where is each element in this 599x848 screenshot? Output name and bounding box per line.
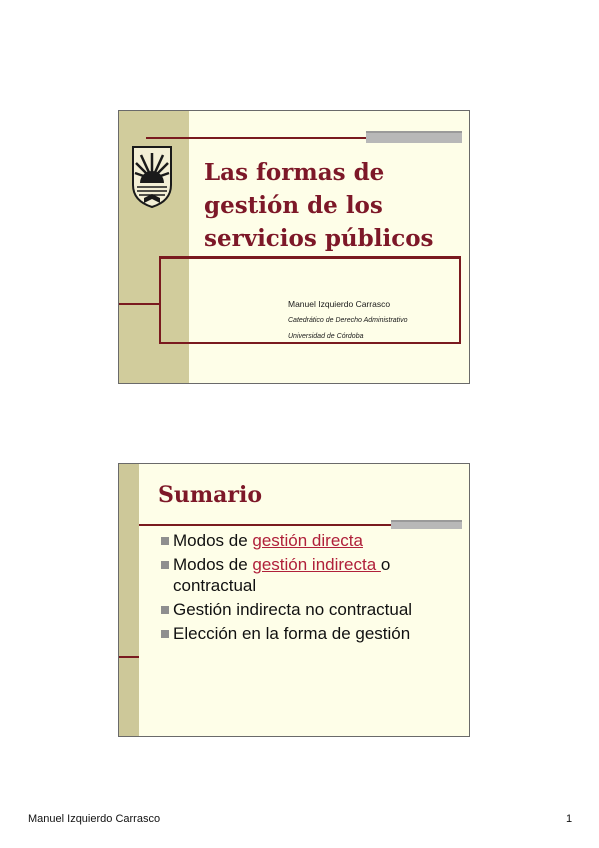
- title-rule: [146, 137, 366, 139]
- bullet-text: Modos de: [173, 531, 253, 550]
- author-university: Universidad de Córdoba: [288, 333, 364, 340]
- list-item: [159, 530, 459, 551]
- footer-author: Manuel Izquierdo Carrasco: [28, 813, 161, 825]
- square-bullet-icon: [161, 537, 169, 545]
- page-number: 1: [566, 813, 573, 825]
- list-item: [159, 623, 459, 644]
- author-box: [159, 256, 461, 344]
- university-crest-icon: [127, 143, 177, 209]
- list-item: [159, 554, 459, 596]
- bullet-text: Elección en la forma de gestión: [173, 624, 411, 643]
- author-role: Catedrático de Derecho Administrativo: [288, 317, 408, 324]
- sidebar-divider: [119, 303, 159, 305]
- decorative-gray-bar: [391, 520, 462, 529]
- square-bullet-icon: [161, 606, 169, 614]
- bullet-text-suffix: o contractual: [173, 555, 391, 595]
- summary-list: [159, 530, 459, 647]
- gestion-directa-link[interactable]: gestión directa: [252, 531, 363, 550]
- bullet-text: Gestión indirecta no contractual: [173, 600, 413, 619]
- author-name: Manuel Izquierdo Carrasco: [288, 299, 391, 309]
- gestion-indirecta-link[interactable]: gestión indirecta: [252, 555, 381, 574]
- square-bullet-icon: [161, 630, 169, 638]
- slide-1-title: Las formas de gestión de los servicios públicos: [204, 159, 434, 252]
- bullet-text: Modos de: [173, 555, 253, 574]
- list-item: [159, 599, 459, 620]
- slide-2-title: Sumario: [158, 482, 263, 508]
- title-rule: [139, 524, 391, 526]
- decorative-gray-bar: [366, 131, 462, 143]
- square-bullet-icon: [161, 561, 169, 569]
- slide-2: [118, 463, 470, 737]
- slide-1: [118, 110, 470, 384]
- sidebar-divider: [119, 656, 139, 658]
- slide-sidebar: [119, 464, 139, 736]
